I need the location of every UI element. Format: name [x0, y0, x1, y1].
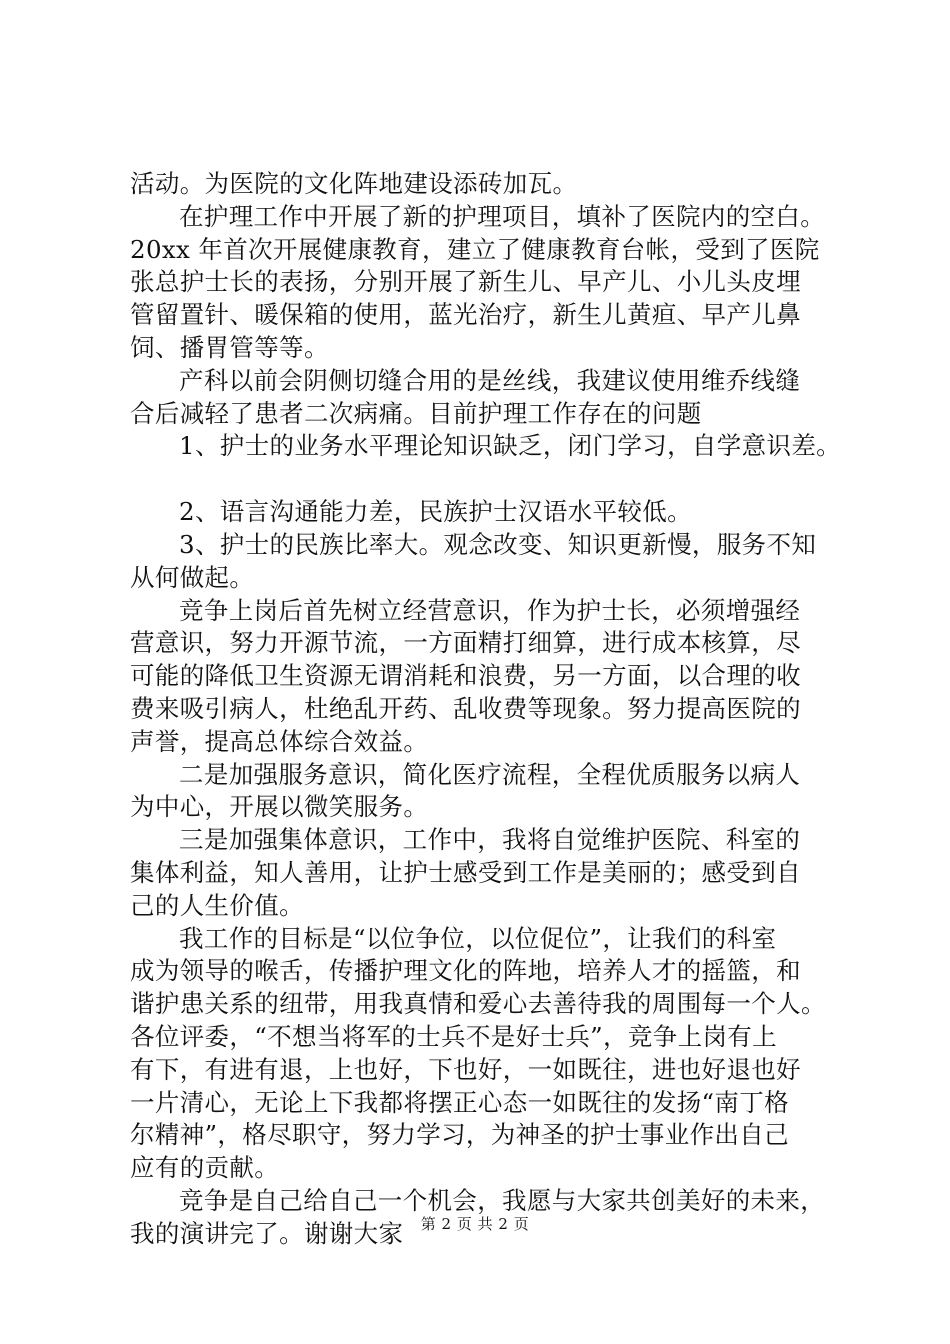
text-line: 有下，有进有退，上也好，下也好，一如既往，进也好退也好: [130, 1054, 801, 1084]
text-line: 从何做起。: [130, 562, 255, 592]
page-number-footer: 第 2 页 共 2 页: [420, 1215, 530, 1233]
list-item-2: 2、语言沟通能力差，民族护士汉语水平较低。: [179, 497, 692, 527]
text-line: 声誉，提高总体综合效益。: [130, 726, 429, 756]
text-line: 我的演讲完了。谢谢大家: [130, 1218, 404, 1248]
paragraph-start-line: 三是加强集体意识，工作中，我将自觉维护医院、科室的: [179, 825, 801, 855]
document-body: [130, 168, 842, 1251]
text-line: 各位评委，“不想当将军的士兵不是好士兵”，竞争上岗有上: [130, 1021, 777, 1051]
paragraph-start-line: 二是加强服务意识，简化医疗流程，全程优质服务以病人: [179, 759, 801, 789]
text-line: 谐护患关系的纽带，用我真情和爱心去善待我的周围每一个人。: [130, 989, 826, 1019]
text-line: 可能的降低卫生资源无谓消耗和浪费，另一方面，以合理的收: [130, 661, 801, 691]
paragraph-start-line: 在护理工作中开展了新的护理项目，填补了医院内的空白。: [179, 201, 826, 231]
list-item-1: 1、护士的业务水平理论知识缺乏，闭门学习，自学意识差。: [179, 431, 842, 461]
paragraph-start-line: 竞争是自己给自己一个机会，我愿与大家共创美好的未来，: [179, 1185, 826, 1215]
text-line: 成为领导的喉舌，传播护理文化的阵地，培养人才的摇篮，和: [130, 956, 801, 986]
text-line: 活动。为医院的文化阵地建设添砖加瓦。: [130, 169, 578, 198]
list-item-3: 3、护士的民族比率大。观念改变、知识更新慢，服务不知: [179, 529, 817, 559]
text-line: 应有的贡献。: [130, 1153, 280, 1183]
text-line: 管留置针、暖保箱的使用，蓝光治疗，新生儿黄疸、早产儿鼻: [130, 300, 801, 330]
paragraph-start-line: 竞争上岗后首先树立经营意识，作为护士长，必须增强经: [179, 595, 801, 625]
text-line: 20xx 年首次开展健康教育，建立了健康教育台帐，受到了医院: [130, 234, 820, 264]
text-line: 合后减轻了患者二次病痛。目前护理工作存在的问题: [130, 398, 702, 428]
text-line: 为中心，开展以微笑服务。: [130, 792, 429, 822]
text-line: 张总护士长的表扬，分别开展了新生儿、早产儿、小儿头皮埋: [130, 267, 801, 297]
text-line: 己的人生价值。: [130, 890, 304, 920]
text-line: 一片清心，无论上下我都将摆正心态一如既往的发扬“南丁格: [130, 1087, 789, 1117]
text-line: 饲、播胃管等等。: [130, 332, 329, 362]
text-line: 营意识，努力开源节流，一方面精打细算，进行成本核算，尽: [130, 628, 801, 658]
text-line: 集体利益，知人善用，让护士感受到工作是美丽的；感受到自: [130, 857, 801, 887]
text-line: 尔精神”，格尽职守，努力学习，为神圣的护士事业作出自己: [130, 1120, 789, 1150]
text-line: 费来吸引病人，杜绝乱开药、乱收费等现象。努力提高医院的: [130, 693, 801, 723]
paragraph-start-line: 产科以前会阴侧切缝合用的是丝线，我建议使用维乔线缝: [179, 365, 801, 395]
paragraph-start-line: 我工作的目标是“以位争位，以位促位”，让我们的科室: [179, 923, 777, 953]
